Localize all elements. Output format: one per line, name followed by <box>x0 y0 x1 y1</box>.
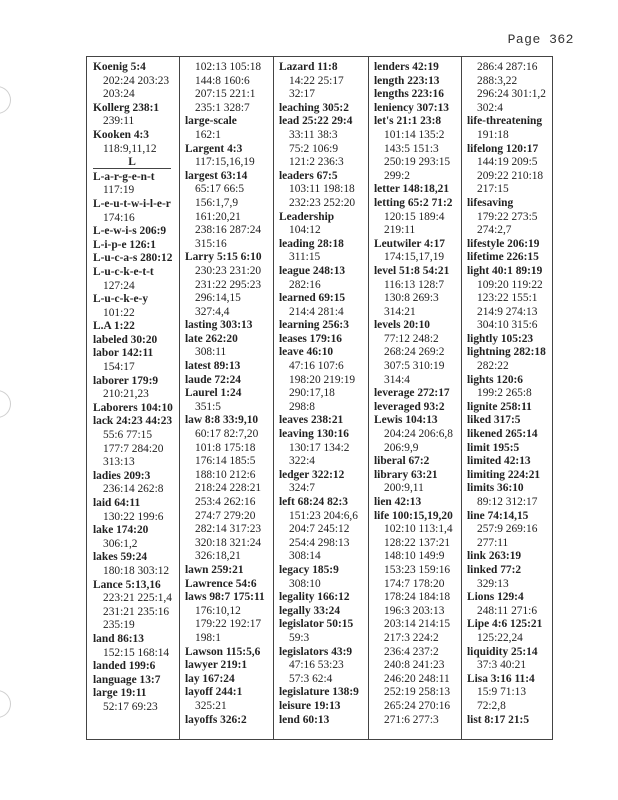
index-entry-references: 238:16 287:24 <box>195 224 262 237</box>
index-entry-references: 176:10,12 <box>195 604 241 617</box>
index-entry-references: 214:9 274:13 <box>477 305 538 318</box>
index-entry-references: 128:22 137:21 <box>384 536 451 549</box>
index-entry-term: limit 195:5 <box>467 441 520 454</box>
index-entry-references: 52:17 69:23 <box>103 700 158 713</box>
index-entry-term: lead 25:22 29:4 <box>279 115 353 128</box>
index-entry-term: Leutwiler 4:17 <box>374 237 445 250</box>
index-entry-references: 200:9,11 <box>384 482 424 495</box>
index-entry-references: 296:24 301:1,2 <box>477 88 546 101</box>
index-entry-references: 326:18,21 <box>195 550 241 563</box>
index-entry-term: leases 179:16 <box>279 332 342 345</box>
binder-hole-top <box>0 86 11 114</box>
index-entry-references: 282:22 <box>477 360 509 373</box>
index-entry-references: 274:7 279:20 <box>195 509 256 522</box>
index-entry-references: 257:9 269:16 <box>477 523 538 536</box>
index-entry-term: lifelong 120:17 <box>467 142 539 155</box>
index-entry-term: leveraged 93:2 <box>374 400 445 413</box>
index-entry-term: lignite 258:11 <box>467 400 532 413</box>
index-entry-references: 153:23 159:16 <box>384 563 451 576</box>
index-entry-term: layoffs 326:2 <box>185 713 247 726</box>
index-entry-references: 102:13 105:18 <box>195 61 262 73</box>
index-entry-term: lenders 42:19 <box>374 61 439 73</box>
index-entry-term: Leadership <box>279 210 335 223</box>
column-rule <box>179 57 180 739</box>
index-entry-term: leave 46:10 <box>279 346 334 359</box>
index-entry-references: 60:17 82:7,20 <box>195 428 259 441</box>
index-entry-references: 286:4 287:16 <box>477 61 538 73</box>
index-entry-references: 196:3 203:13 <box>384 604 445 617</box>
column-rule <box>273 57 274 739</box>
index-entry-term: L-u-c-k-e-y <box>93 293 149 306</box>
index-entry-references: 203:24 <box>103 88 135 101</box>
index-entry-term: language 13:7 <box>93 673 161 686</box>
index-entry-term: Lawson 115:5,6 <box>185 645 261 658</box>
index-entry-term: lifesaving <box>467 196 514 209</box>
index-entry-term: life 100:15,19,20 <box>374 509 453 522</box>
index-entry-references: 308:10 <box>289 577 321 590</box>
index-entry-references: 161:20,21 <box>195 210 241 223</box>
index-entry-references: 232:23 252:20 <box>289 196 356 209</box>
index-entry-term: legislator 50:15 <box>279 618 354 631</box>
index-entry-references: 203:14 214:15 <box>384 618 451 631</box>
index-entry-references: 210:21,23 <box>103 388 149 401</box>
index-entry-references: 47:16 53:23 <box>289 659 344 672</box>
index-column-1 <box>93 61 173 715</box>
index-entry-references: 188:10 212:6 <box>195 468 256 481</box>
index-entry-references: 14:22 25:17 <box>289 74 344 87</box>
index-entry-references: 130:17 134:2 <box>289 441 350 454</box>
index-entry-references: 178:24 184:18 <box>384 591 451 604</box>
index-entry-term: lakes 59:24 <box>93 551 148 564</box>
index-entry-references: 65:17 66:5 <box>195 183 245 196</box>
index-entry-term: liberal 67:2 <box>374 455 430 468</box>
column-rule <box>368 57 369 739</box>
index-entry-term: life-threatening <box>467 115 543 128</box>
index-entry-references: 144:19 209:5 <box>477 156 538 169</box>
index-entry-references: 180:18 303:12 <box>103 564 170 577</box>
index-entry-references: 59:3 <box>289 631 310 644</box>
index-entry-term: leaving 130:16 <box>279 428 349 441</box>
index-entry-references: 322:4 <box>289 455 315 468</box>
index-entry-references: 308:14 <box>289 550 321 563</box>
index-entry-term: lifetime 226:15 <box>467 251 539 264</box>
index-entry-term: landed 199:6 <box>93 660 156 673</box>
index-entry-references: 174:15,17,19 <box>384 251 445 264</box>
index-column-3 <box>279 61 359 727</box>
index-entry-references: 298:8 <box>289 400 315 413</box>
index-entry-term: Lisa 3:16 11:4 <box>467 672 535 685</box>
page-number: Page 362 <box>507 32 574 47</box>
index-entry-references: 231:22 295:23 <box>195 278 262 291</box>
index-entry-references: 204:24 206:6,8 <box>384 428 453 441</box>
column-rule <box>461 57 462 739</box>
index-entry-term: layoff 244:1 <box>185 686 243 699</box>
letter-section-heading: L <box>93 156 171 169</box>
index-entry-term: list 8:17 21:5 <box>467 713 530 726</box>
index-entry-references: 156:1,7,9 <box>195 196 239 209</box>
index-entry-term: lawyer 219:1 <box>185 659 248 672</box>
index-entry-term: let's 21:1 23:8 <box>374 115 442 128</box>
index-entry-references: 235:1 328:7 <box>195 101 250 114</box>
index-entry-references: 288:3,22 <box>477 74 518 87</box>
index-entry-references: 15:9 71:13 <box>477 686 527 699</box>
index-entry-references: 103:11 198:18 <box>289 183 355 196</box>
index-entry-term: lend 60:13 <box>279 713 330 726</box>
index-entry-term: likened 265:14 <box>467 428 538 441</box>
index-entry-term: law 8:8 33:9,10 <box>185 414 259 427</box>
index-entry-references: 223:21 225:1,4 <box>103 592 172 605</box>
index-entry-term: Largent 4:3 <box>185 142 243 155</box>
index-entry-references: 219:11 <box>384 224 416 237</box>
index-entry-references: 320:18 321:24 <box>195 536 262 549</box>
index-entry-term: lightning 282:18 <box>467 346 546 359</box>
index-entry-references: 177:7 284:20 <box>103 442 164 455</box>
index-entry-term: laws 98:7 175:11 <box>185 591 265 604</box>
index-entry-references: 314:21 <box>384 305 416 318</box>
index-entry-term: learned 69:15 <box>279 292 346 305</box>
index-entry-references: 117:15,16,19 <box>195 156 255 169</box>
index-entry-term: lengths 223:16 <box>374 88 444 101</box>
index-entry-references: 174:16 <box>103 211 135 224</box>
index-entry-term: Lions 129:4 <box>467 591 524 604</box>
index-entry-term: limiting 224:21 <box>467 468 541 481</box>
index-entry-references: 307:5 310:19 <box>384 360 445 373</box>
index-entry-references: 127:24 <box>103 279 135 292</box>
index-entry-term: leading 28:18 <box>279 237 344 250</box>
index-entry-references: 315:16 <box>195 237 227 250</box>
index-entry-term: largest 63:14 <box>185 169 248 182</box>
index-entry-term: leverage 272:17 <box>374 387 450 400</box>
index-entry-term: Lazard 11:8 <box>279 61 338 73</box>
index-entry-term: laborer 179:9 <box>93 374 159 387</box>
index-entry-term: lawn 259:21 <box>185 563 244 576</box>
index-entry-term: lifestyle 206:19 <box>467 237 540 250</box>
index-entry-references: 77:12 248:2 <box>384 332 439 345</box>
index-entry-term: library 63:21 <box>374 468 438 481</box>
index-entry-term: lasting 303:13 <box>185 319 253 332</box>
index-entry-term: lien 42:13 <box>374 496 422 508</box>
index-entry-term: lights 120:6 <box>467 373 524 386</box>
index-entry-term: late 262:20 <box>185 332 238 345</box>
index-entry-references: 120:15 189:4 <box>384 210 445 223</box>
index-entry-references: 125:22,24 <box>477 631 523 644</box>
index-entry-term: leaves 238:21 <box>279 414 344 427</box>
index-entry-references: 265:24 270:16 <box>384 699 451 712</box>
index-entry-references: 236:4 237:2 <box>384 645 439 658</box>
index-entry-term: L-i-p-e 126:1 <box>93 238 156 251</box>
index-entry-term: L-u-c-k-e-t-t <box>93 265 154 278</box>
index-entry-references: 176:14 185:5 <box>195 455 256 468</box>
index-entry-term: leniency 307:13 <box>374 101 449 114</box>
index-entry-references: 252:19 258:13 <box>384 686 451 699</box>
index-entry-references: 299:2 <box>384 169 410 182</box>
index-column-4 <box>374 61 453 727</box>
index-entry-references: 162:1 <box>195 128 221 141</box>
index-entry-term: laude 72:24 <box>185 373 242 386</box>
index-entry-term: limited 42:13 <box>467 455 531 468</box>
index-entry-term: linked 77:2 <box>467 563 522 576</box>
index-entry-references: 89:12 312:17 <box>477 496 538 508</box>
index-entry-references: 290:17,18 <box>289 387 335 400</box>
index-entry-term: labor 142:11 <box>93 347 154 360</box>
index-entry-references: 104:12 <box>289 224 321 237</box>
index-entry-references: 143:5 151:3 <box>384 142 439 155</box>
index-entry-references: 329:13 <box>477 577 509 590</box>
index-entry-references: 250:19 293:15 <box>384 156 451 169</box>
index-entry-references: 282:16 <box>289 278 321 291</box>
index-entry-term: Lance 5:13,16 <box>93 578 161 591</box>
index-entry-references: 109:20 119:22 <box>477 278 543 291</box>
index-entry-references: 214:4 281:4 <box>289 305 344 318</box>
index-entry-references: 314:4 <box>384 373 410 386</box>
index-entry-references: 33:11 38:3 <box>289 128 338 141</box>
index-entry-term: Kooken 4:3 <box>93 128 150 141</box>
index-entry-references: 218:24 228:21 <box>195 482 262 495</box>
index-entry-term: latest 89:13 <box>185 360 241 373</box>
index-entry-references: 154:17 <box>103 361 135 374</box>
index-entry-term: letting 65:2 71:2 <box>374 196 453 209</box>
index-entry-references: 217:15 <box>477 183 509 196</box>
index-entry-term: liquidity 25:14 <box>467 645 538 658</box>
index-entry-references: 231:21 235:16 <box>103 605 170 618</box>
index-entry-references: 152:15 168:14 <box>103 646 170 659</box>
index-entry-term: L-e-w-i-s 206:9 <box>93 225 167 238</box>
index-entry-references: 202:24 203:23 <box>103 74 170 87</box>
index-entry-term: L-u-c-a-s 280:12 <box>93 252 173 265</box>
index-column-2 <box>185 61 265 727</box>
index-entry-references: 327:4,4 <box>195 305 230 318</box>
index-entry-references: 75:2 106:9 <box>289 142 339 155</box>
index-entry-term: large 19:11 <box>93 687 147 700</box>
index-entry-term: legality 166:12 <box>279 591 350 604</box>
index-entry-term: lake 174:20 <box>93 524 149 537</box>
index-entry-references: 204:7 245:12 <box>289 523 350 536</box>
index-entry-references: 306:1,2 <box>103 537 138 550</box>
index-entry-references: 191:18 <box>477 128 509 141</box>
index-entry-references: 144:8 160:6 <box>195 74 250 87</box>
index-entry-references: 174:7 178:20 <box>384 577 445 590</box>
index-entry-term: Kollerg 238:1 <box>93 101 160 114</box>
index-entry-references: 118:9,11,12 <box>103 142 157 155</box>
index-entry-term: lightly 105:23 <box>467 332 534 345</box>
index-entry-term: learning 256:3 <box>279 319 349 332</box>
index-entry-term: length 223:13 <box>374 74 440 87</box>
index-entry-references: 151:23 204:6,6 <box>289 509 358 522</box>
index-entry-references: 198:1 <box>195 631 221 644</box>
index-entry-term: Koenig 5:4 <box>93 61 146 73</box>
index-entry-term: ladies 209:3 <box>93 469 151 482</box>
index-entry-references: 302:4 <box>477 101 503 114</box>
index-entry-references: 274:2,7 <box>477 224 512 237</box>
index-entry-term: legislators 43:9 <box>279 645 353 658</box>
index-entry-term: leaching 305:2 <box>279 101 349 114</box>
index-entry-references: 235:19 <box>103 619 135 632</box>
index-entry-references: 179:22 273:5 <box>477 210 538 223</box>
index-entry-references: 101:22 <box>103 306 135 319</box>
index-entry-term: lack 24:23 44:23 <box>93 415 173 428</box>
index-entry-references: 123:22 155:1 <box>477 292 538 305</box>
index-entry-references: 324:7 <box>289 482 315 495</box>
index-entry-term: L.A 1:22 <box>93 320 135 333</box>
index-entry-term: large-scale <box>185 115 237 128</box>
index-entry-references: 253:4 262:16 <box>195 496 256 508</box>
index-entry-term: lay 167:24 <box>185 672 235 685</box>
index-entry-term: Laborers 104:10 <box>93 401 173 414</box>
index-entry-references: 246:20 248:11 <box>384 672 450 685</box>
index-entry-term: Laurel 1:24 <box>185 387 242 400</box>
index-entry-term: Lewis 104:13 <box>374 414 438 427</box>
index-entry-references: 268:24 269:2 <box>384 346 445 359</box>
index-entry-term: light 40:1 89:19 <box>467 264 543 277</box>
index-entry-references: 130:22 199:6 <box>103 510 164 523</box>
index-entry-references: 130:8 269:3 <box>384 292 439 305</box>
binder-hole-bottom <box>0 690 11 718</box>
word-index-box <box>86 56 553 740</box>
index-entry-references: 308:11 <box>195 346 227 359</box>
index-entry-references: 351:5 <box>195 400 221 413</box>
index-entry-references: 277:11 <box>477 536 509 549</box>
index-entry-term: league 248:13 <box>279 264 346 277</box>
index-entry-references: 206:9,9 <box>384 441 419 454</box>
index-entry-references: 198:20 219:19 <box>289 373 356 386</box>
index-entry-references: 282:14 317:23 <box>195 523 262 536</box>
index-entry-term: level 51:8 54:21 <box>374 264 450 277</box>
index-entry-references: 148:10 149:9 <box>384 550 445 563</box>
index-entry-term: labeled 30:20 <box>93 333 158 346</box>
index-entry-term: leaders 67:5 <box>279 169 338 182</box>
index-entry-term: legislature 138:9 <box>279 686 359 699</box>
index-column-5 <box>467 61 546 727</box>
index-entry-term: liked 317:5 <box>467 414 521 427</box>
index-entry-references: 117:19 <box>103 184 135 197</box>
binder-hole-middle <box>0 390 11 418</box>
index-entry-term: left 68:24 82:3 <box>279 496 348 508</box>
index-entry-references: 32:17 <box>289 88 315 101</box>
index-entry-term: legacy 185:9 <box>279 563 339 576</box>
index-entry-references: 101:8 175:18 <box>195 441 256 454</box>
index-entry-references: 254:4 298:13 <box>289 536 350 549</box>
index-entry-references: 57:3 62:4 <box>289 672 333 685</box>
index-entry-references: 230:23 231:20 <box>195 264 262 277</box>
index-entry-references: 304:10 315:6 <box>477 319 538 332</box>
index-entry-references: 217:3 224:2 <box>384 631 439 644</box>
index-entry-term: Lipe 4:6 125:21 <box>467 618 543 631</box>
index-entry-references: 37:3 40:21 <box>477 659 527 672</box>
index-entry-references: 101:14 135:2 <box>384 128 445 141</box>
index-entry-term: land 86:13 <box>93 632 144 645</box>
index-entry-term: legally 33:24 <box>279 604 341 617</box>
index-entry-term: line 74:14,15 <box>467 509 529 522</box>
index-entry-references: 72:2,8 <box>477 699 506 712</box>
index-entry-references: 116:13 128:7 <box>384 278 445 291</box>
index-entry-references: 240:8 241:23 <box>384 659 445 672</box>
index-entry-references: 47:16 107:6 <box>289 360 344 373</box>
index-entry-references: 207:15 221:1 <box>195 88 256 101</box>
index-entry-term: limits 36:10 <box>467 482 524 495</box>
index-entry-term: leisure 19:13 <box>279 699 341 712</box>
index-entry-references: 236:14 262:8 <box>103 483 164 496</box>
index-entry-term: ledger 322:12 <box>279 468 345 481</box>
index-entry-references: 325:21 <box>195 699 227 712</box>
index-entry-references: 102:10 113:1,4 <box>384 523 453 536</box>
index-entry-references: 311:15 <box>289 251 321 264</box>
index-entry-term: link 263:19 <box>467 550 522 563</box>
index-entry-term: L-e-u-t-w-i-l-e-r <box>93 197 171 210</box>
index-entry-references: 296:14,15 <box>195 292 241 305</box>
index-entry-references: 209:22 210:18 <box>477 169 544 182</box>
index-entry-term: laid 64:11 <box>93 497 141 509</box>
index-entry-term: L-a-r-g-e-n-t <box>93 170 155 183</box>
index-entry-term: Lawrence 54:6 <box>185 577 257 590</box>
index-entry-references: 248:11 271:6 <box>477 604 538 617</box>
index-entry-references: 121:2 236:3 <box>289 156 344 169</box>
index-entry-term: levels 20:10 <box>374 319 430 332</box>
index-entry-term: letter 148:18,21 <box>374 183 450 196</box>
index-entry-references: 179:22 192:17 <box>195 618 262 631</box>
index-entry-references: 55:6 77:15 <box>103 429 153 442</box>
index-entry-references: 313:13 <box>103 456 135 469</box>
index-entry-references: 271:6 277:3 <box>384 713 439 726</box>
index-entry-references: 199:2 265:8 <box>477 387 532 400</box>
index-entry-term: Larry 5:15 6:10 <box>185 251 262 264</box>
index-entry-references: 239:11 <box>103 115 135 128</box>
